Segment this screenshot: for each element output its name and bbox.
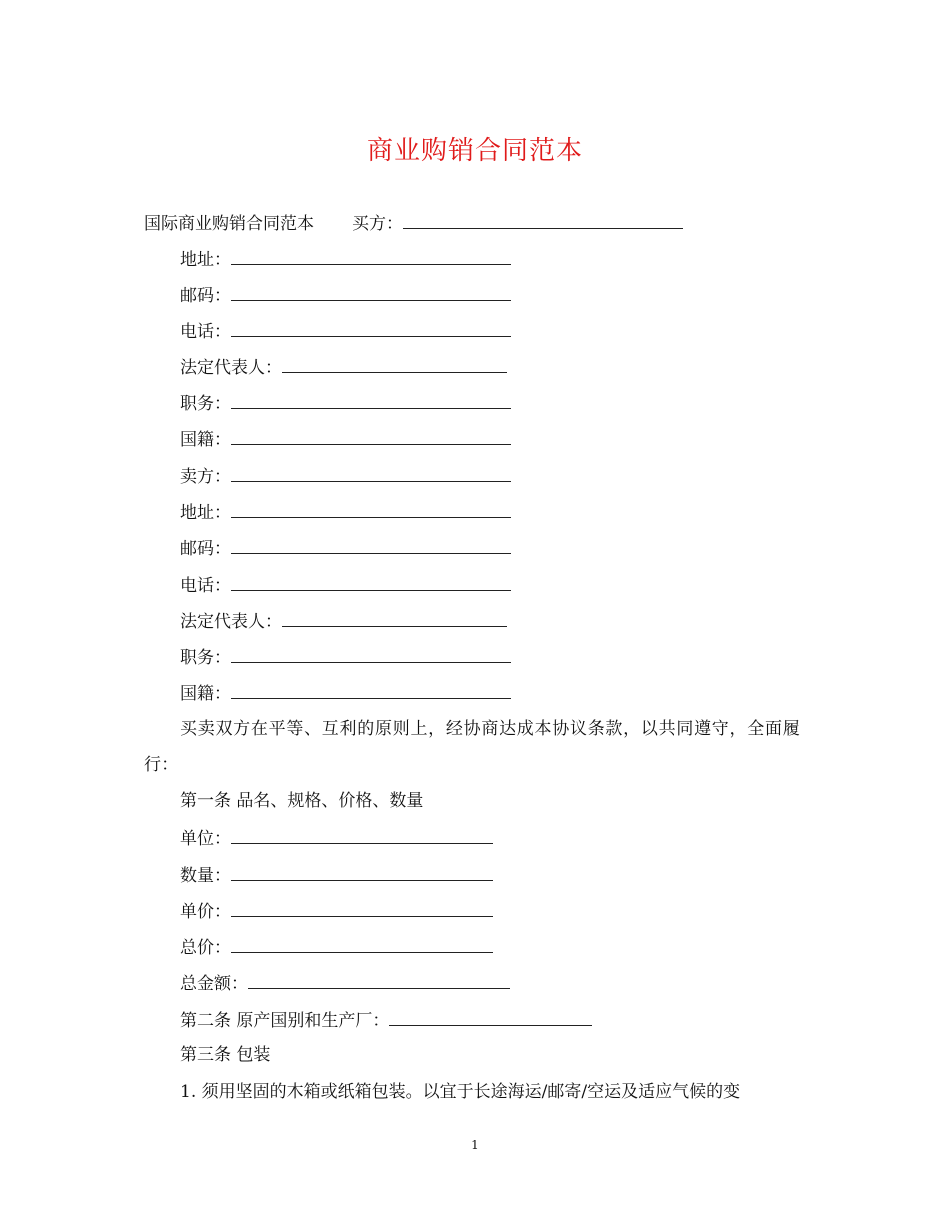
article2-label: 第二条 原产国别和生产厂： [180, 1011, 390, 1031]
article1-total-amount-row [180, 971, 510, 995]
buyer-postcode-row [180, 283, 511, 307]
field-blank [231, 826, 493, 844]
document-title: 商业购销合同范本 [366, 136, 583, 166]
field-label: 职务： [180, 394, 231, 414]
field-blank [231, 645, 511, 663]
field-blank [389, 1008, 592, 1026]
field-label: 法定代表人： [180, 612, 282, 632]
field-blank [248, 971, 510, 989]
field-blank [231, 935, 493, 953]
field-label: 电话： [180, 322, 231, 342]
seller-address-row [180, 500, 511, 524]
field-label: 单位： [180, 829, 231, 849]
header-label: 国际商业购销合同范本 [144, 214, 314, 234]
intro-paragraph: 买卖双方在平等、互利的原则上，经协商达成本协议条款，以共同遵守，全面履行： [144, 719, 800, 775]
buyer-position-row [180, 391, 511, 415]
field-blank [231, 247, 511, 265]
field-blank [231, 899, 493, 917]
field-blank [231, 681, 511, 699]
field-label: 数量： [180, 866, 231, 886]
seller-label: 卖方： [180, 467, 231, 487]
article3-title: 第三条 包装 [180, 1045, 271, 1065]
buyer-address-row [180, 247, 511, 271]
field-blank [231, 536, 511, 554]
buyer-representative-row [180, 355, 507, 379]
article1-quantity-row [180, 863, 493, 887]
field-blank [231, 427, 511, 445]
seller-phone-row [180, 573, 511, 597]
article1-unit-row [180, 826, 493, 850]
article1-total-price-row [180, 935, 493, 959]
header-line [144, 211, 683, 235]
seller-nationality-row [180, 681, 511, 705]
field-label: 邮码： [180, 286, 231, 306]
field-blank [231, 391, 511, 409]
buyer-phone-row [180, 319, 511, 343]
buyer-label: 买方： [352, 214, 403, 234]
seller-position-row [180, 645, 511, 669]
field-label: 地址： [180, 250, 231, 270]
field-label: 国籍： [180, 430, 231, 450]
field-blank [231, 500, 511, 518]
seller-row [180, 464, 511, 488]
field-label: 邮码： [180, 539, 231, 559]
buyer-blank [403, 211, 683, 229]
field-label: 职务： [180, 648, 231, 668]
article1-title: 第一条 品名、规格、价格、数量 [180, 791, 424, 811]
field-label: 法定代表人： [180, 358, 282, 378]
page-number: 1 [471, 1138, 479, 1152]
field-blank [231, 319, 511, 337]
buyer-nationality-row [180, 427, 511, 451]
field-label: 地址： [180, 503, 231, 523]
field-label: 电话： [180, 576, 231, 596]
seller-postcode-row [180, 536, 511, 560]
field-blank [282, 609, 507, 627]
field-blank [231, 464, 511, 482]
article3-item1: 1. 须用坚固的木箱或纸箱包装。以宜于长途海运/邮寄/空运及适应气候的变 [180, 1082, 741, 1102]
field-label: 国籍： [180, 684, 231, 704]
field-label: 总金额： [180, 974, 248, 994]
article2-row [180, 1008, 592, 1032]
article1-unit-price-row [180, 899, 493, 923]
field-label: 单价： [180, 902, 231, 922]
field-blank [231, 283, 511, 301]
field-blank [231, 863, 493, 881]
field-blank [282, 355, 507, 373]
field-blank [231, 573, 511, 591]
seller-representative-row [180, 609, 507, 633]
field-label: 总价： [180, 938, 231, 958]
